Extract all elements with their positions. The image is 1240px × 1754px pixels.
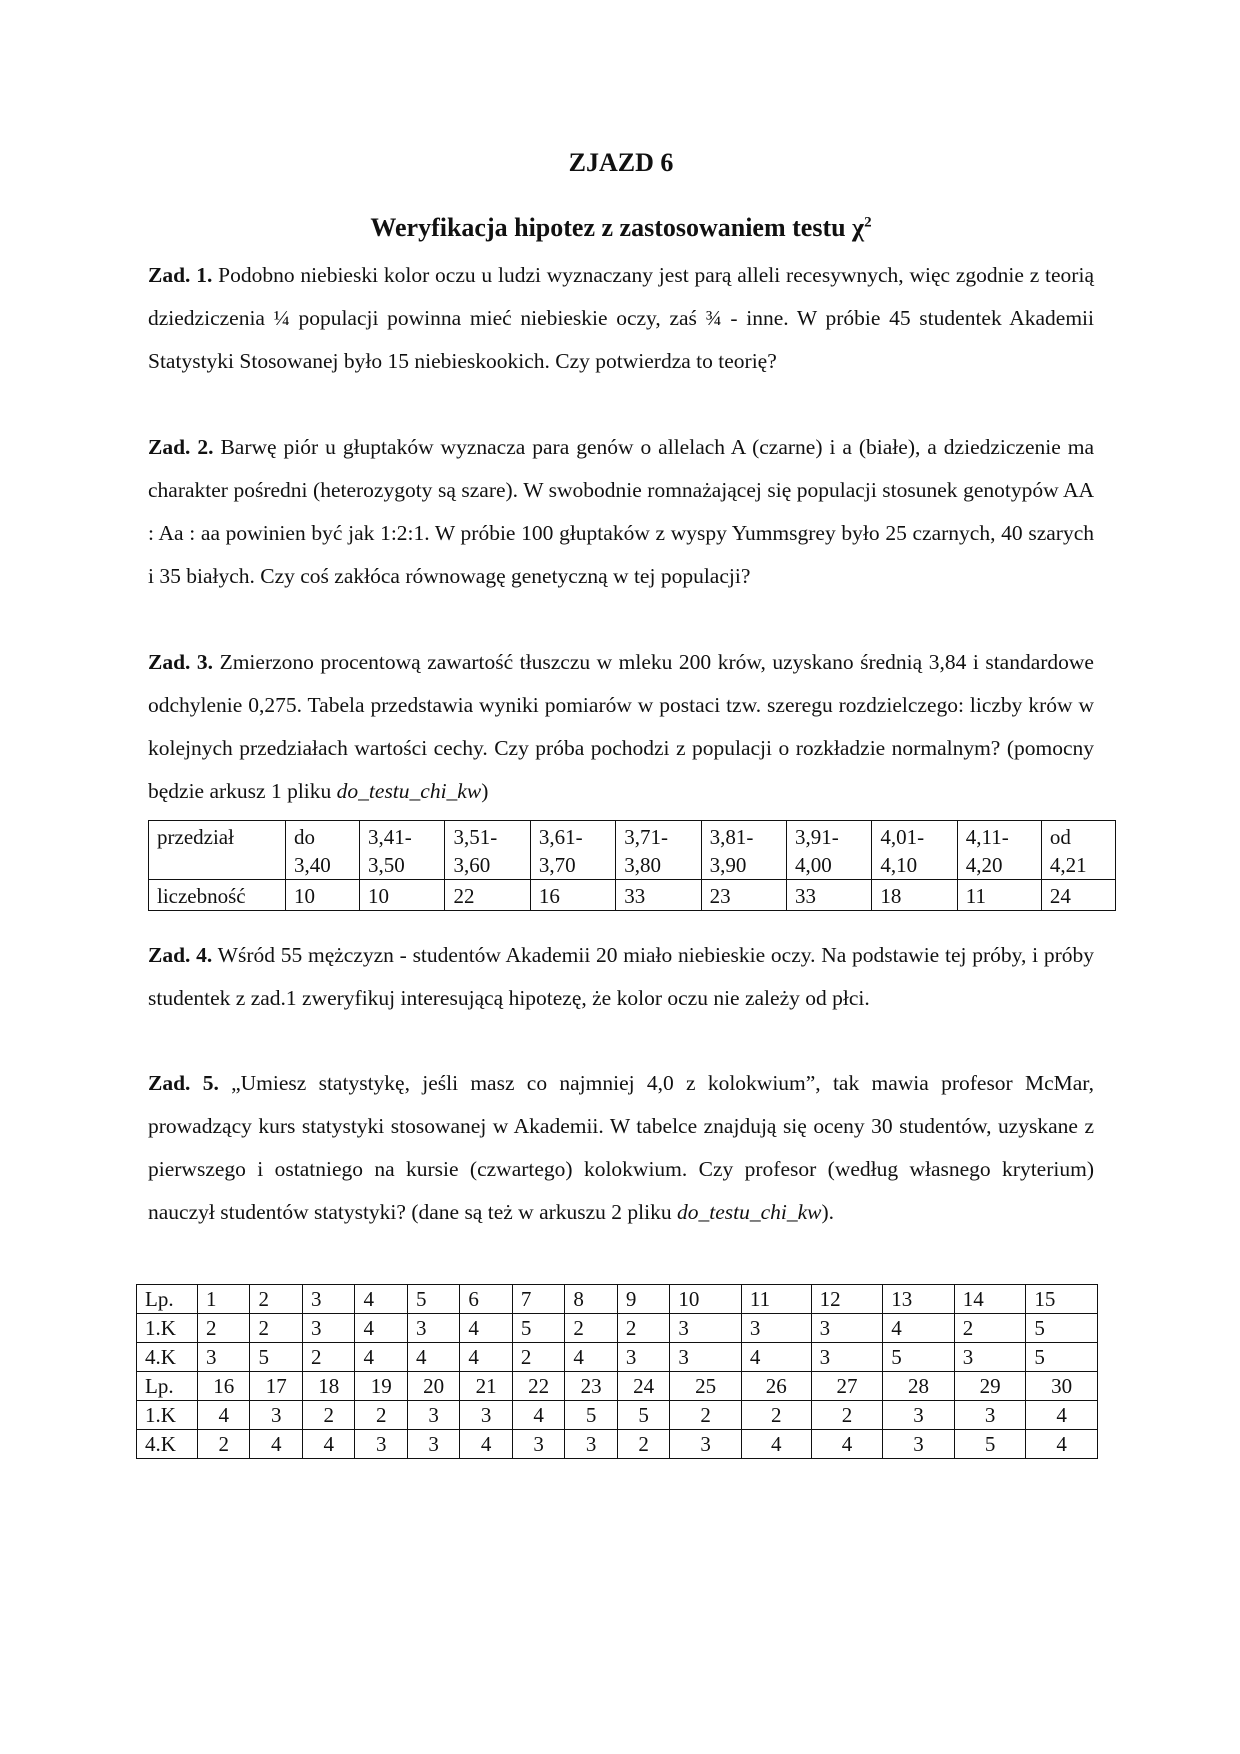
grades-cell: 26: [741, 1372, 811, 1401]
grades-cell: 3: [617, 1343, 669, 1372]
count-cell: 22: [445, 880, 530, 911]
grades-cell: 18: [302, 1372, 354, 1401]
grades-cell: 29: [954, 1372, 1026, 1401]
grades-cell: 25: [670, 1372, 742, 1401]
grades-cell: 3: [883, 1430, 955, 1459]
grades-row-header: 1.K: [137, 1401, 198, 1430]
task-5-label: Zad. 5.: [148, 1071, 219, 1095]
interval-cell: 4,01- 4,10: [872, 821, 957, 880]
grades-cell: 2: [617, 1430, 669, 1459]
grades-cell: 2: [565, 1314, 617, 1343]
grades-cell: 2: [250, 1285, 302, 1314]
grades-cell: 12: [811, 1285, 883, 1314]
grades-cell: 3: [670, 1314, 742, 1343]
grades-cell: 19: [355, 1372, 407, 1401]
count-cell: 11: [957, 880, 1041, 911]
grades-cell: 4: [741, 1430, 811, 1459]
task-3-text: Zmierzono procentową zawartość tłuszczu w mleku 200 krów, uzyskano średnią 3,84 i standardowe odchylenie 0,275. Tabela przedstawia wyniki pomiarów w postaci tzw. szeregu rozdzielczego: liczby krów w kolejnych przedziałach wartości cechy. Czy próba pochodzi z populacji o rozkładzie normalnym? (pomocny będzie arkusz 1 pliku: [148, 650, 1094, 803]
task-4-label: Zad. 4.: [148, 943, 213, 967]
count-cell: 23: [701, 880, 786, 911]
grades-lp-row: [137, 1285, 1098, 1314]
grades-cell: 7: [512, 1285, 564, 1314]
grades-cell: 5: [1026, 1314, 1098, 1343]
grades-cell: 3: [811, 1314, 883, 1343]
grades-cell: 3: [512, 1430, 564, 1459]
task-4-text: Wśród 55 mężczyzn - studentów Akademii 20 miało niebieskie oczy. Na podstawie tej próby, i próby studentek z zad.1 zweryfikuj interesującą hipotezę, że kolor oczu nie zależy od płci.: [148, 943, 1094, 1010]
grades-cell: 5: [512, 1314, 564, 1343]
grades-k1-row: [137, 1401, 1098, 1430]
page-title: ZJAZD 6: [568, 148, 674, 177]
grades-cell: 1: [198, 1285, 250, 1314]
grades-cell: 4: [198, 1401, 250, 1430]
grades-cell: 3: [565, 1430, 617, 1459]
interval-cell: 3,71- 3,80: [616, 821, 701, 880]
grades-cell: 3: [460, 1401, 512, 1430]
interval-cell: 3,61- 3,70: [530, 821, 615, 880]
page-subtitle: [148, 213, 1094, 243]
grades-cell: 3: [302, 1285, 354, 1314]
interval-cell: 3,41- 3,50: [360, 821, 445, 880]
grades-row-header: 1.K: [137, 1314, 198, 1343]
grades-cell: 5: [250, 1343, 302, 1372]
grades-cell: 13: [883, 1285, 955, 1314]
task-5-filename: do_testu_chi_kw: [677, 1200, 822, 1224]
grades-lp-row: [137, 1372, 1098, 1401]
task-1: [148, 254, 1094, 383]
grades-cell: 5: [617, 1401, 669, 1430]
grades-cell: 14: [954, 1285, 1026, 1314]
grades-cell: 4: [512, 1401, 564, 1430]
grades-cell: 4: [355, 1314, 407, 1343]
grades-cell: 2: [250, 1314, 302, 1343]
grades-row-header: Lp.: [137, 1372, 198, 1401]
grades-cell: 3: [302, 1314, 354, 1343]
task-2-label: Zad. 2.: [148, 435, 214, 459]
count-cell: 10: [360, 880, 445, 911]
interval-row: [149, 821, 1116, 880]
task-3-label: Zad. 3.: [148, 650, 214, 674]
grades-cell: 3: [407, 1401, 459, 1430]
grades-cell: 21: [460, 1372, 512, 1401]
grades-cell: 3: [670, 1343, 742, 1372]
grades-cell: 4: [355, 1285, 407, 1314]
grades-cell: 2: [302, 1343, 354, 1372]
grades-cell: 3: [250, 1401, 302, 1430]
grades-cell: 4: [1026, 1430, 1098, 1459]
grades-cell: 3: [741, 1314, 811, 1343]
grades-cell: 5: [954, 1430, 1026, 1459]
grades-cell: 28: [883, 1372, 955, 1401]
grades-cell: 3: [407, 1314, 459, 1343]
grades-cell: 4: [1026, 1401, 1098, 1430]
grades-cell: 4: [460, 1314, 512, 1343]
count-row: [149, 880, 1116, 911]
interval-header: przedział: [149, 821, 286, 880]
grades-cell: 4: [883, 1314, 955, 1343]
task-1-text: Podobno niebieski kolor oczu u ludzi wyznaczany jest parą alleli recesywnych, więc zgodnie z teorią dziedziczenia ¼ populacji powinna mieć niebieskie oczy, zaś ¾ - inne. W próbie 45 studentek Akademii Statystyki Stosowanej było 15 niebieskookich. Czy potwierdza to teorię?: [148, 263, 1094, 373]
grades-cell: 15: [1026, 1285, 1098, 1314]
grades-cell: 11: [741, 1285, 811, 1314]
grades-row-header: 4.K: [137, 1430, 198, 1459]
grades-cell: 4: [407, 1343, 459, 1372]
grades-cell: 3: [811, 1343, 883, 1372]
grades-cell: 20: [407, 1372, 459, 1401]
grades-cell: 3: [954, 1401, 1026, 1430]
task-5-text: „Umiesz statystykę, jeśli masz co najmniej 4,0 z kolokwium”, tak mawia profesor McMar, prowadzący kurs statystyki stosowanej w Akademii. W tabelce znajdują się oceny 30 studentów, uzyskane z pierwszego i ostatniego na kursie (czwartego) kolokwium. Czy profesor (według własnego kryterium) nauczył studentów statystyki? (dane są też w arkuszu 2 pliku: [148, 1071, 1094, 1224]
task-1-label: Zad. 1.: [148, 263, 213, 287]
grades-cell: 6: [460, 1285, 512, 1314]
grades-table: [136, 1284, 1098, 1459]
task-5-tail: ).: [821, 1200, 835, 1224]
grades-cell: 5: [883, 1343, 955, 1372]
grades-cell: 4: [355, 1343, 407, 1372]
grades-cell: 2: [198, 1430, 250, 1459]
grades-k4-row: [137, 1430, 1098, 1459]
count-header: liczebność: [149, 880, 286, 911]
grades-cell: 16: [198, 1372, 250, 1401]
grades-cell: 2: [954, 1314, 1026, 1343]
grades-cell: 4: [302, 1430, 354, 1459]
subtitle-text: Weryfikacja hipotez z zastosowaniem testu χ: [370, 213, 865, 242]
grades-cell: 30: [1026, 1372, 1098, 1401]
grades-cell: 17: [250, 1372, 302, 1401]
interval-cell: do 3,40: [286, 821, 360, 880]
grades-k4-row: [137, 1343, 1098, 1372]
task-2-text: Barwę piór u głuptaków wyznacza para genów o allelach A (czarne) i a (białe), a dziedziczenie ma charakter pośredni (heterozygoty są szare). W swobodnie romnażającej się populacji stosunek genotypów AA : Aa : aa powinien być jak 1:2:1. W próbie 100 głuptaków z wyspy Yummsgrey było 25 czarnych, 40 szarych i 35 białych. Czy coś zakłóca równowagę genetyczną w tej populacji?: [148, 435, 1094, 588]
grades-cell: 4: [460, 1430, 512, 1459]
interval-cell: 3,91- 4,00: [787, 821, 872, 880]
task-3: [148, 641, 1094, 813]
grades-cell: 2: [302, 1401, 354, 1430]
grades-row-header: 4.K: [137, 1343, 198, 1372]
task-4: [148, 934, 1094, 1020]
grades-cell: 9: [617, 1285, 669, 1314]
task-3-tail: ): [481, 779, 489, 803]
count-cell: 33: [787, 880, 872, 911]
grades-cell: 2: [355, 1401, 407, 1430]
grades-cell: 2: [617, 1314, 669, 1343]
grades-cell: 3: [883, 1401, 955, 1430]
grades-cell: 3: [670, 1430, 742, 1459]
subtitle-superscript: 2: [864, 214, 872, 231]
grades-cell: 8: [565, 1285, 617, 1314]
grades-cell: 2: [670, 1401, 742, 1430]
interval-cell: 3,51- 3,60: [445, 821, 530, 880]
interval-cell: od 4,21: [1041, 821, 1115, 880]
grades-cell: 2: [811, 1401, 883, 1430]
grades-cell: 2: [198, 1314, 250, 1343]
interval-cell: 4,11- 4,20: [957, 821, 1041, 880]
grades-cell: 3: [407, 1430, 459, 1459]
grades-cell: 24: [617, 1372, 669, 1401]
grades-cell: 5: [565, 1401, 617, 1430]
grades-cell: 22: [512, 1372, 564, 1401]
count-cell: 10: [286, 880, 360, 911]
grades-cell: 5: [1026, 1343, 1098, 1372]
count-cell: 18: [872, 880, 957, 911]
task-3-filename: do_testu_chi_kw: [336, 779, 482, 803]
grades-cell: 23: [565, 1372, 617, 1401]
count-cell: 24: [1041, 880, 1115, 911]
count-cell: 16: [530, 880, 615, 911]
grades-row-header: Lp.: [137, 1285, 198, 1314]
grades-cell: 10: [670, 1285, 742, 1314]
task-2: [148, 426, 1094, 598]
grades-cell: 27: [811, 1372, 883, 1401]
grades-cell: 3: [954, 1343, 1026, 1372]
grades-cell: 4: [460, 1343, 512, 1372]
grades-cell: 4: [250, 1430, 302, 1459]
grades-cell: 3: [355, 1430, 407, 1459]
interval-cell: 3,81- 3,90: [701, 821, 786, 880]
grades-cell: 4: [811, 1430, 883, 1459]
interval-table: [148, 820, 1116, 911]
grades-cell: 3: [198, 1343, 250, 1372]
grades-k1-row: [137, 1314, 1098, 1343]
grades-cell: 4: [565, 1343, 617, 1372]
grades-cell: 2: [741, 1401, 811, 1430]
count-cell: 33: [616, 880, 701, 911]
grades-cell: 5: [407, 1285, 459, 1314]
task-5: [148, 1062, 1094, 1234]
grades-cell: 4: [741, 1343, 811, 1372]
grades-cell: 2: [512, 1343, 564, 1372]
